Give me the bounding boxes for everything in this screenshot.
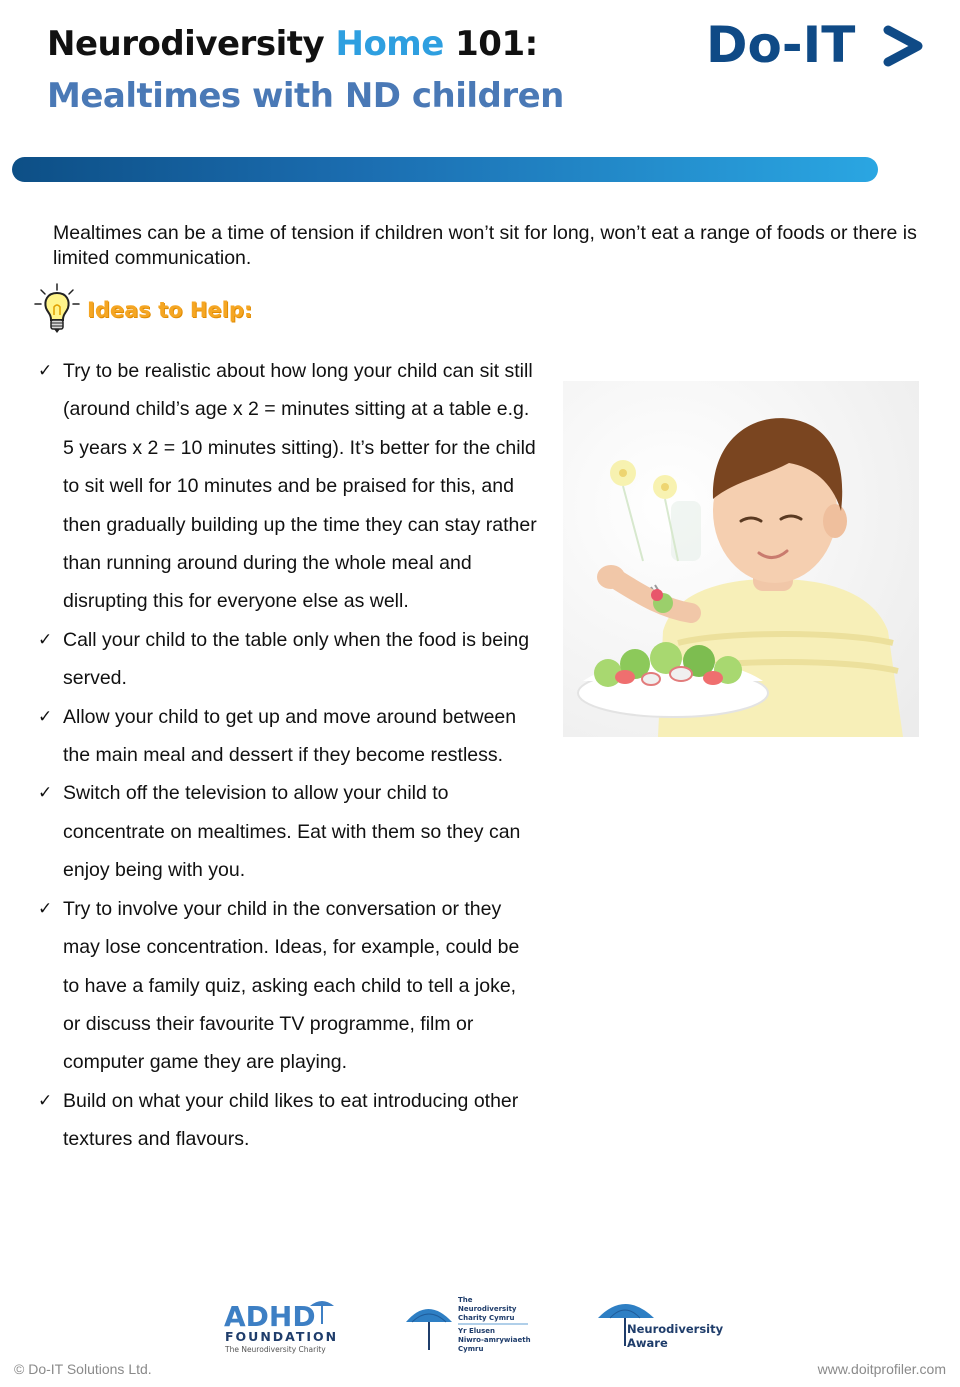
tip-text: Build on what your child likes to eat introducing other textures and flavours.	[63, 1089, 519, 1151]
list-item	[38, 890, 538, 1082]
svg-text:Neurodiversity: Neurodiversity	[627, 1322, 724, 1336]
umbrella-icon	[598, 1304, 654, 1318]
title-part1: Neurodiversity	[47, 24, 325, 64]
page-title	[47, 24, 538, 64]
neurodiversity-aware-logo	[596, 1292, 726, 1350]
list-item	[38, 352, 538, 621]
list-item	[38, 774, 538, 889]
child-eating-photo	[563, 381, 919, 737]
umbrella-icon	[406, 1309, 452, 1322]
svg-text:The: The	[458, 1296, 473, 1304]
page-subtitle: Mealtimes with ND children	[47, 76, 564, 116]
svg-text:Neurodiversity: Neurodiversity	[458, 1305, 517, 1313]
svg-text:Charity Cymru: Charity Cymru	[458, 1314, 515, 1322]
checkmark-icon: ✓	[38, 629, 53, 650]
svg-text:The Neurodiversity Charity: The Neurodiversity Charity	[225, 1345, 326, 1354]
svg-text:Yr Elusen: Yr Elusen	[458, 1327, 496, 1335]
title-accent: Home	[335, 24, 444, 64]
lightbulb-icon	[33, 282, 81, 334]
header-divider-bar	[12, 157, 878, 182]
ideas-heading	[33, 282, 252, 334]
neurodiversity-charity-cymru-logo	[404, 1292, 534, 1354]
title-part2: 101:	[455, 24, 538, 64]
logo-arrow-icon	[888, 30, 918, 62]
do-it-logo	[706, 14, 936, 78]
tip-text: Call your child to the table only when the food is being served.	[63, 628, 530, 690]
list-item	[38, 1082, 538, 1159]
intro-paragraph: Mealtimes can be a time of tension if children won’t sit for long, won’t eat a range of foods or there is limited communication.	[53, 222, 917, 269]
tip-text: Allow your child to get up and move around between the main meal and dessert if they become restless.	[63, 705, 517, 767]
checkmark-icon: ✓	[38, 783, 53, 804]
svg-text:Cymru: Cymru	[458, 1345, 484, 1353]
list-item	[38, 621, 538, 698]
tip-text: Switch off the television to allow your child to concentrate on mealtimes. Eat with them so they can enjoy being with you.	[63, 782, 521, 882]
svg-text:Niwro-amrywiaeth: Niwro-amrywiaeth	[458, 1336, 531, 1344]
checkmark-icon: ✓	[38, 361, 53, 381]
tip-text: Try to be realistic about how long your child can sit still (around child’s age x 2 = minutes sitting at a table e.g. 5 years x 2 = 10 minutes sitting). It’s better for the child to sit well for 10 minutes and be praised for this, and then gradually building up the time they can stay rather than running around during the whole meal and disrupting this for everyone else as well.	[63, 360, 537, 613]
footer-website-link[interactable]: www.doitprofiler.com	[817, 1361, 946, 1377]
logo-text: Do-IT	[706, 16, 856, 74]
svg-text:ADHD: ADHD	[224, 1300, 316, 1333]
tip-text: Try to involve your child in the conversation or they may lose concentration. Ideas, for example, could be to have a family quiz, asking each child to tell a joke, or discuss their favourite TV programme, film or computer game they are playing.	[63, 897, 520, 1074]
footer-copyright: © Do-IT Solutions Ltd.	[14, 1361, 152, 1377]
svg-text:Aware: Aware	[627, 1336, 668, 1350]
list-item	[38, 698, 538, 775]
tips-list	[38, 352, 538, 1159]
checkmark-icon: ✓	[38, 898, 53, 919]
checkmark-icon: ✓	[38, 1090, 53, 1111]
ideas-heading-label: Ideas to Help:	[87, 298, 253, 322]
adhd-foundation-logo	[222, 1292, 338, 1358]
checkmark-icon: ✓	[38, 706, 53, 727]
svg-text:FOUNDATION: FOUNDATION	[225, 1329, 338, 1344]
